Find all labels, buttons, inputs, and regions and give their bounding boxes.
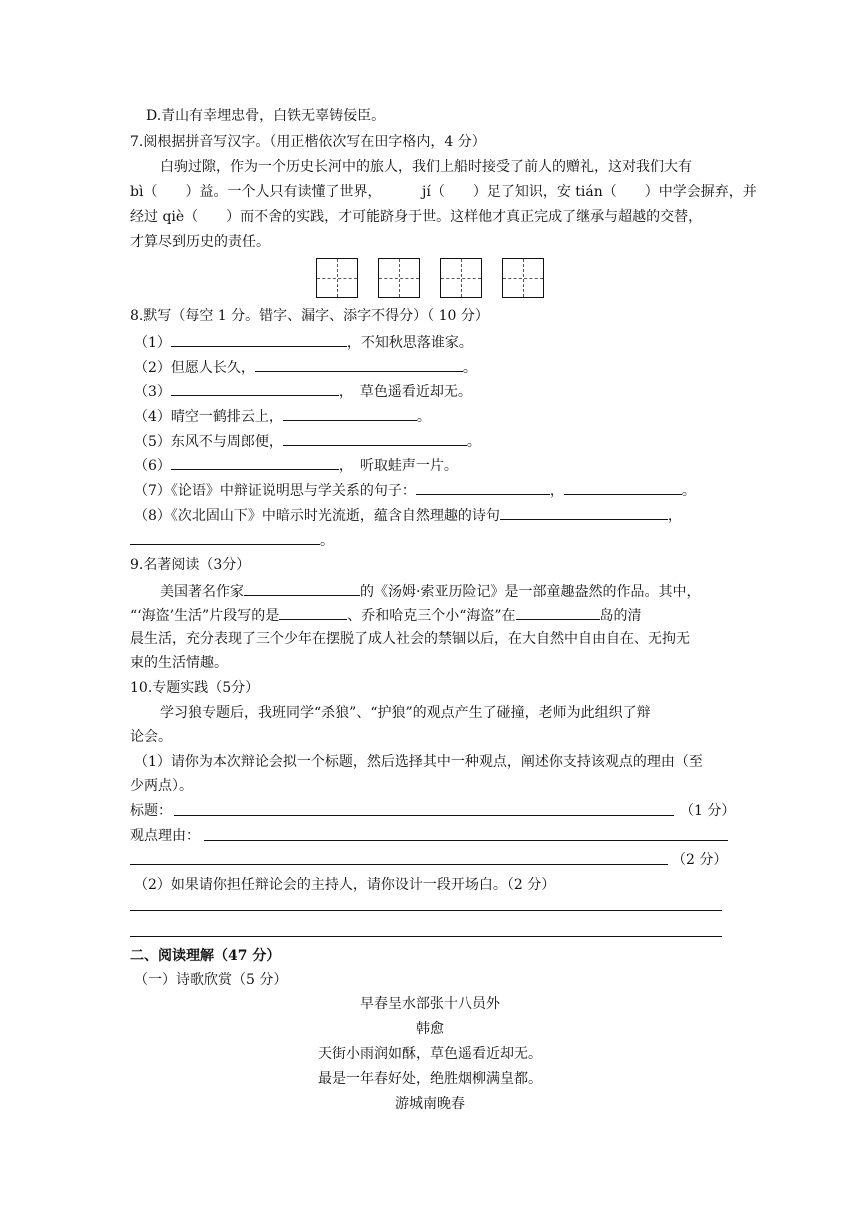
q8-item-text: 但愿人长久， — [170, 360, 255, 376]
reason-answer-line[interactable] — [204, 840, 728, 841]
q7-paragraph-line2a: bì（ ）益。一个人只有读懂了世界， — [130, 184, 382, 200]
fill-blank[interactable] — [516, 604, 600, 620]
fill-blank[interactable] — [564, 479, 682, 495]
q8-item-3 — [134, 380, 472, 402]
fill-blank[interactable] — [255, 356, 463, 372]
tianzige-box-1[interactable] — [316, 258, 358, 298]
q8-item-4 — [134, 405, 431, 427]
title-answer-line[interactable] — [174, 815, 674, 816]
q10-intro-line1: 学习狼专题后，我班同学“杀狼”、“护狼”的观点产生了碰撞，老师为此组织了辩 — [160, 705, 651, 721]
q7-paragraph-line4: 才算尽到历史的责任。 — [130, 234, 270, 250]
poem-line-2: 最是一年春好处，绝胜烟柳满皇都。 — [318, 1071, 542, 1087]
q8-item-num: （4） — [134, 409, 171, 425]
tianzige-box-4[interactable] — [502, 258, 544, 298]
q8-item-num: （3） — [134, 384, 171, 400]
fill-blank[interactable] — [283, 430, 467, 446]
q9-text: 、乔和哈克三个小“海盗”在 — [347, 608, 516, 624]
q9-text: 美国著名作家 — [160, 584, 244, 600]
q10-sub1-line1: （1）请你为本次辩论会拟一个标题，然后选择其中一种观点，阐述你支持该观点的理由（至 — [134, 754, 703, 770]
q7-paragraph-line3: 经过 qiè（ ）而不舍的实践，才可能跻身于世。这样他才真正完成了继承与超越的交替， — [130, 209, 703, 225]
q8-item-8-cont — [130, 529, 334, 551]
fill-blank[interactable] — [171, 380, 339, 396]
q9-line3: 晨生活，充分表现了三个少年在摆脱了成人社会的禁锢以后，在大自然中自由自在、无拘无 — [130, 631, 690, 647]
q8-item-num: （7） — [134, 483, 171, 499]
q8-item-text: ，不知秋思落谁家。 — [346, 335, 473, 351]
q10-intro-line2: 论会。 — [130, 729, 172, 745]
q8-title: 8.默写（每空 1 分。错字、漏字、添字不得分）（ 10 分） — [130, 308, 489, 324]
q10-title-score: （1 分） — [680, 803, 736, 819]
fill-blank[interactable] — [279, 604, 347, 620]
fill-blank[interactable] — [171, 454, 339, 470]
q7-paragraph-line1: 白驹过隙，作为一个历史长河中的旅人，我们上船时接受了前人的赠礼，这对我们大有 — [160, 159, 692, 175]
q9-text: 岛的清 — [599, 608, 642, 624]
q8-item-6 — [134, 454, 458, 476]
q8-item-num: （5） — [134, 434, 171, 450]
fill-blank[interactable] — [244, 580, 360, 596]
tianzige-box-2[interactable] — [378, 258, 420, 298]
poem-author: 韩愈 — [416, 1021, 444, 1037]
reason-answer-line-2[interactable] — [130, 864, 668, 865]
q8-item-5 — [134, 430, 481, 452]
fill-blank[interactable] — [500, 504, 668, 520]
opening-answer-line-1[interactable] — [130, 910, 722, 911]
q7-title: 7.阅根据拼音写汉字。（用正楷依次写在田字格内，4 分） — [130, 134, 486, 150]
q8-item-text: ， — [549, 483, 564, 499]
q10-sub2: （2）如果请你担任辩论会的主持人，请你设计一段开场白。（2 分） — [134, 877, 556, 893]
q8-item-text: ， 听取蛙声一片。 — [338, 458, 458, 474]
q8-item-text: 。 — [416, 409, 431, 425]
q9-text: 的《汤姆·索亚历险记》是一部童趣盎然的作品。其中， — [360, 584, 701, 600]
section2-title: 二、阅读理解（47 分） — [130, 948, 281, 964]
q8-item-text: 《次北固山下》中暗示时光流逝，蕴含自然理趣的诗句 — [170, 508, 500, 524]
q8-item-text: 。 — [320, 533, 334, 549]
q8-item-text: ， — [667, 508, 682, 524]
q8-item-num: （1） — [134, 335, 171, 351]
q10-reason-score: （2 分） — [672, 852, 728, 868]
q8-item-text: 《论语》中辩证说明思与学关系的句子： — [170, 483, 416, 499]
q8-item-8 — [134, 504, 682, 526]
fill-blank[interactable] — [130, 529, 320, 545]
q9-title: 9.名著阅读（3分） — [130, 557, 251, 573]
q9-text: “‘海盗’生活”片段写的是 — [130, 608, 280, 624]
q8-item-7 — [134, 479, 696, 501]
q8-item-num: （8） — [134, 508, 171, 524]
q9-line2 — [130, 604, 642, 626]
q10-title: 10.专题实践（5分） — [130, 680, 260, 696]
fill-blank[interactable] — [416, 479, 550, 495]
q10-reason-label: 观点理由： — [130, 828, 200, 844]
q6-option-d: D.青山有幸埋忠骨，白铁无辜铸佞臣。 — [146, 108, 386, 124]
q10-sub1-line2: 少两点）。 — [130, 778, 193, 794]
q8-item-text: 。 — [466, 434, 481, 450]
q8-item-num: （2） — [134, 360, 171, 376]
poem-line-1: 天街小雨润如酥，草色遥看近却无。 — [318, 1046, 542, 1062]
q8-item-text: 晴空一鹤排云上， — [170, 409, 283, 425]
opening-answer-line-2[interactable] — [130, 936, 722, 937]
section2-sub1: （一）诗歌欣赏（5 分） — [134, 972, 288, 988]
q10-title-label: 标题： — [130, 803, 172, 819]
q8-item-text: 。 — [462, 360, 477, 376]
q8-item-2 — [134, 356, 477, 378]
poem-title: 早春呈水部张十八员外 — [360, 996, 500, 1012]
poem2-title: 游城南晚春 — [395, 1096, 465, 1112]
q8-item-text: 东风不与周郎便， — [170, 434, 283, 450]
q7-paragraph-line2b: jí（ ）足了知识，安 tián（ ）中学会摒弃，并 — [422, 184, 757, 200]
q9-line1 — [160, 580, 700, 602]
q8-item-text: 。 — [681, 483, 696, 499]
q8-item-text: ， 草色遥看近却无。 — [338, 384, 472, 400]
fill-blank[interactable] — [283, 405, 417, 421]
q8-item-1 — [134, 331, 473, 353]
tianzige-box-3[interactable] — [440, 258, 482, 298]
fill-blank[interactable] — [171, 331, 347, 347]
q9-line4: 束的生活情趣。 — [130, 655, 228, 671]
q8-item-num: （6） — [134, 458, 171, 474]
